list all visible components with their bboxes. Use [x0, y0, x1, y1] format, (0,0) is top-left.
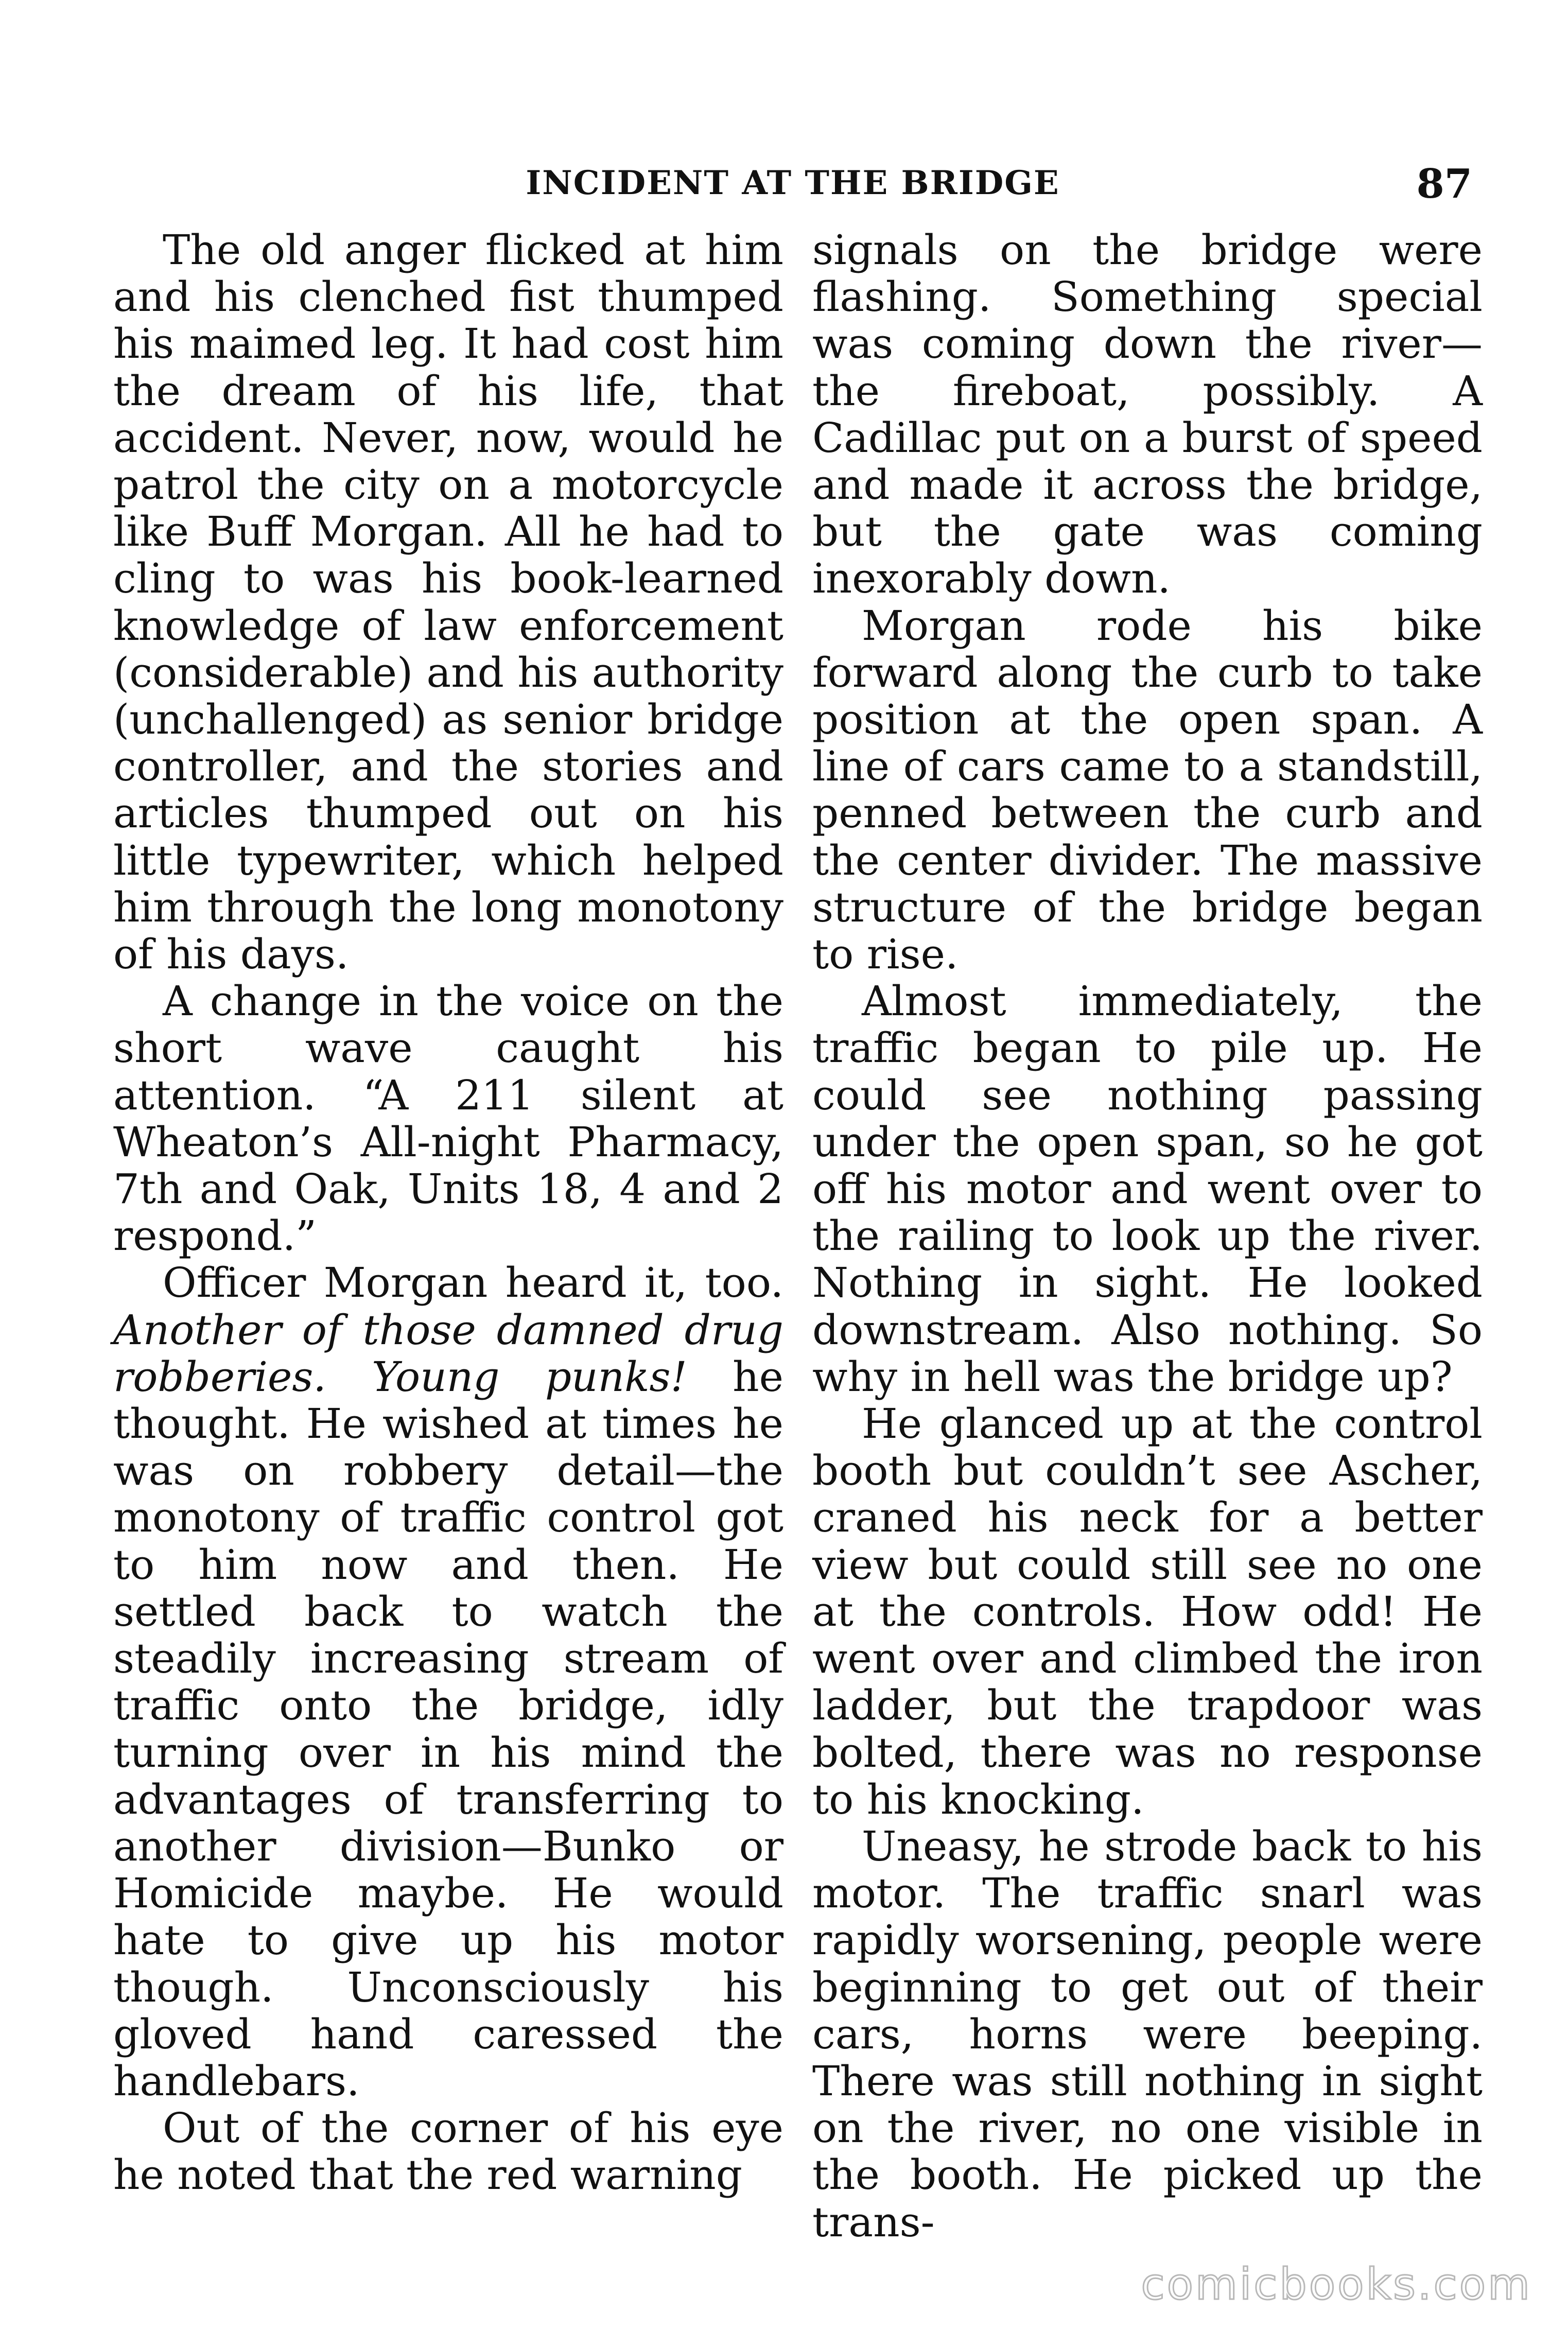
- paragraph: A change in the voice on the short wave caught his attention. “A 211 silent at Wheaton’s All-night Pharmacy, 7th and Oak, Units 18, 4 and 2 respond.”: [113, 977, 783, 1260]
- paragraph: Almost immediately, the traffic began to pile up. He could see nothing passing under the open span, so he got off his motor and went over to the railing to look up the river. Nothing in sight. He looked downstream. Also nothing. So why in hell was the bridge up?: [812, 977, 1483, 1401]
- page-number: 87: [1416, 161, 1472, 207]
- paragraph-continued: signals on the bridge were flashing. Something special was coming down the river—the fireboat, possibly. A Cadillac put on a burst of speed and made it across the bridge, but the gate was coming inexorably down.: [812, 226, 1483, 603]
- watermark: comicbooks.com: [1141, 2259, 1532, 2309]
- page-header: [113, 161, 1472, 215]
- paragraph: [113, 1259, 783, 2105]
- paragraph: Morgan rode his bike forward along the curb to take position at the open span. A line of cars came to a standstill, penned between the curb and the center divider. The massive structure of the bridge began to rise.: [812, 601, 1483, 979]
- paragraph: The old anger flicked at him and his clenched fist thumped his maimed leg. It had cost him the dream of his life, that accident. Never, now, would he patrol the city on a motorcycle like Buff Morgan. All he had to cling to was his book-learned knowledge of law enforcement (considerable) and his authority (unchallenged) as senior bridge controller, and the stories and articles thumped out on his little typewriter, which helped him through the long monotony of his days.: [113, 226, 783, 979]
- paragraph: Out of the corner of his eye he noted that the red warning: [113, 2104, 783, 2199]
- right-column: [812, 227, 1483, 2246]
- paragraph: He glanced up at the control booth but couldn’t see Ascher, craned his neck for a better view but could still see no one at the controls. How odd! He went over and climbed the iron ladder, but the trapdoor was bolted, there was no response to his knocking.: [812, 1400, 1483, 1823]
- text-span: Officer Morgan heard it, too.: [163, 1259, 783, 1307]
- running-title: INCIDENT AT THE BRIDGE: [526, 164, 1060, 202]
- left-column: [113, 227, 783, 2199]
- paragraph: Uneasy, he strode back to his motor. The traffic snarl was rapidly worsening, people were beginning to get out of their cars, horns were beeping. There was still nothing in sight on the river, no one visible in the booth. He picked up the trans-: [812, 1822, 1483, 2246]
- text-span: he thought. He wished at times he was on robbery detail—the monotony of traffic control got to him now and then. He settled back to watch the steadily increasing stream of traffic onto the bridge, idly turning over in his mind the advantages of transferring to another division—Bunko or Homicide maybe. He would hate to give up his motor though. Unconsciously his gloved hand caressed the handlebars.: [113, 1352, 783, 2105]
- italic-thought: Another of those damned drug robberies. Young punks!: [113, 1306, 783, 1401]
